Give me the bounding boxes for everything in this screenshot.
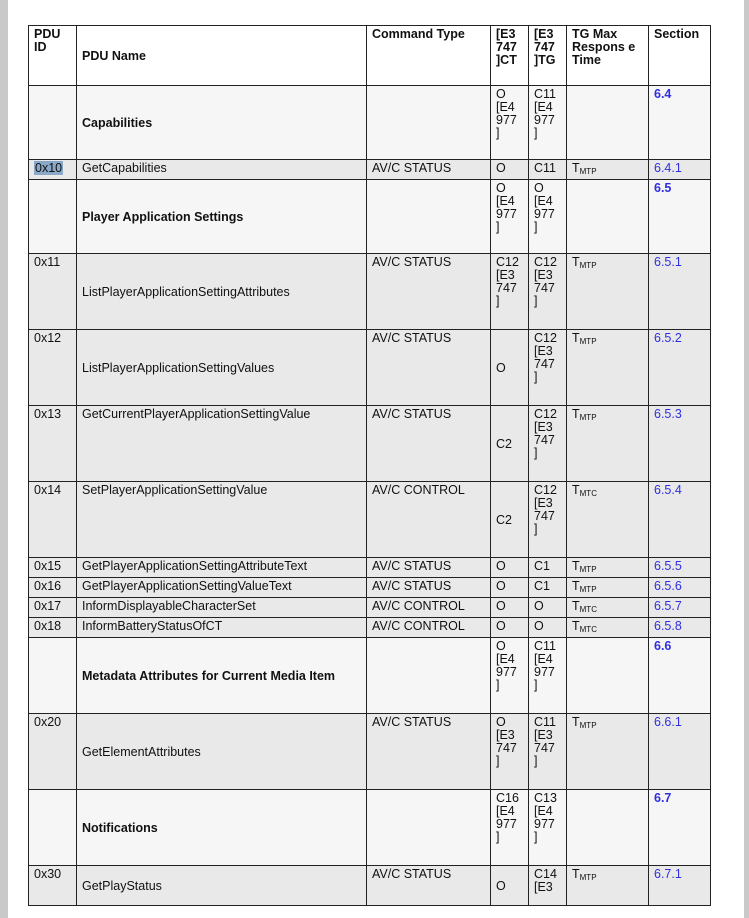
cell-ct: O [491, 598, 529, 618]
section-link[interactable]: 6.5.3 [654, 407, 682, 421]
cell-pdu-name: InformBatteryStatusOfCT [77, 618, 367, 638]
cell-pdu-id: 0x14 [29, 482, 77, 558]
cell-section [649, 482, 711, 558]
cell-pdu-name: Metadata Attributes for Current Media Item [77, 638, 367, 714]
cell-tg-max [567, 598, 649, 618]
pdu-table [28, 25, 711, 906]
cell-tg-max [567, 714, 649, 790]
table-row [29, 714, 711, 790]
cell-pdu-name: SetPlayerApplicationSettingValue [77, 482, 367, 558]
cell-pdu-id: 0x15 [29, 558, 77, 578]
cell-section [649, 406, 711, 482]
section-link[interactable]: 6.6 [654, 639, 672, 653]
tg-max-symbol: T [572, 407, 580, 421]
cell-section [649, 578, 711, 598]
cell-tg: C14 [E3 [529, 866, 567, 906]
header-tg: [E3 747 ]TG [529, 26, 567, 86]
cell-section [649, 618, 711, 638]
cell-tg: C12 [E3 747 ] [529, 406, 567, 482]
cell-ct: O [491, 578, 529, 598]
cell-tg-max [567, 866, 649, 906]
cell-ct: C16 [E4 977 ] [491, 790, 529, 866]
cell-tg-max [567, 558, 649, 578]
cell-ct: C12 [E3 747 ] [491, 254, 529, 330]
cell-tg-max [567, 482, 649, 558]
tg-max-symbol: T [572, 867, 580, 881]
cell-section [649, 160, 711, 180]
tg-max-subscript: MTP [579, 167, 597, 176]
section-link[interactable]: 6.6.1 [654, 715, 682, 729]
table-row [29, 866, 711, 906]
cell-command-type [367, 638, 491, 714]
cell-command-type: AV/C STATUS [367, 578, 491, 598]
tg-max-subscript: MTP [579, 585, 597, 594]
header-section: Section [649, 26, 711, 86]
cell-pdu-id: 0x11 [29, 254, 77, 330]
cell-ct: O [491, 618, 529, 638]
section-link[interactable]: 6.5.4 [654, 483, 682, 497]
table-group-row [29, 638, 711, 714]
cell-pdu-name: GetCapabilities [77, 160, 367, 180]
table-header-row [29, 26, 711, 86]
cell-command-type [367, 86, 491, 160]
cell-section [649, 254, 711, 330]
cell-section [649, 86, 711, 160]
cell-command-type [367, 790, 491, 866]
tg-max-symbol: T [572, 483, 580, 497]
cell-tg-max [567, 160, 649, 180]
table-group-row [29, 86, 711, 160]
table-row [29, 482, 711, 558]
cell-tg: C11 [E4 977 ] [529, 638, 567, 714]
tg-max-symbol: T [572, 559, 580, 573]
cell-tg-max [567, 180, 649, 254]
table-group-row [29, 180, 711, 254]
header-pdu-name: PDU Name [77, 26, 367, 86]
cell-pdu-id: 0x18 [29, 618, 77, 638]
table-row [29, 406, 711, 482]
cell-tg-max [567, 86, 649, 160]
cell-command-type: AV/C CONTROL [367, 482, 491, 558]
header-tg-max: TG Max Respons e Time [567, 26, 649, 86]
cell-section [649, 558, 711, 578]
cell-ct: O [E4 977 ] [491, 638, 529, 714]
cell-pdu-name: GetPlayerApplicationSettingValueText [77, 578, 367, 598]
cell-pdu-name: Player Application Settings [77, 180, 367, 254]
cell-command-type: AV/C STATUS [367, 406, 491, 482]
header-command-type: Command Type [367, 26, 491, 86]
tg-max-subscript: MTC [579, 489, 597, 498]
cell-section [649, 866, 711, 906]
cell-pdu-name: Notifications [77, 790, 367, 866]
cell-tg: C1 [529, 578, 567, 598]
section-link[interactable]: 6.7 [654, 791, 672, 805]
section-link[interactable]: 6.4 [654, 87, 672, 101]
cell-command-type: AV/C STATUS [367, 254, 491, 330]
table-row [29, 254, 711, 330]
cell-section [649, 180, 711, 254]
cell-command-type: AV/C CONTROL [367, 618, 491, 638]
section-link[interactable]: 6.5.5 [654, 559, 682, 573]
tg-max-symbol: T [572, 715, 580, 729]
pdu-id-value[interactable]: 0x10 [35, 161, 63, 175]
cell-tg: C12 [E3 747 ] [529, 330, 567, 406]
tg-max-subscript: MTP [579, 721, 597, 730]
cell-pdu-id [29, 180, 77, 254]
cell-command-type: AV/C STATUS [367, 330, 491, 406]
cell-ct: O [E4 977 ] [491, 180, 529, 254]
cell-tg: C12 [E3 747 ] [529, 254, 567, 330]
cell-pdu-name: GetCurrentPlayerApplicationSettingValue [77, 406, 367, 482]
cell-pdu-name: ListPlayerApplicationSettingValues [77, 330, 367, 406]
tg-max-symbol: T [572, 599, 580, 613]
table-group-row [29, 790, 711, 866]
section-link[interactable]: 6.5.1 [654, 255, 682, 269]
cell-section [649, 330, 711, 406]
table-row [29, 558, 711, 578]
tg-max-subscript: MTC [579, 625, 597, 634]
cell-pdu-id [29, 86, 77, 160]
cell-tg: O [529, 618, 567, 638]
cell-pdu-name: InformDisplayableCharacterSet [77, 598, 367, 618]
table-row [29, 330, 711, 406]
cell-tg: C11 [529, 160, 567, 180]
tg-max-subscript: MTP [579, 337, 597, 346]
cell-command-type: AV/C CONTROL [367, 598, 491, 618]
cell-pdu-id: 0x12 [29, 330, 77, 406]
cell-tg-max [567, 254, 649, 330]
cell-command-type [367, 180, 491, 254]
cell-command-type: AV/C STATUS [367, 160, 491, 180]
section-link[interactable]: 6.7.1 [654, 867, 682, 881]
cell-ct: O [E4 977 ] [491, 86, 529, 160]
cell-section [649, 714, 711, 790]
tg-max-symbol: T [572, 331, 580, 345]
cell-command-type: AV/C STATUS [367, 714, 491, 790]
header-pdu-id: PDU ID [29, 26, 77, 86]
tg-max-symbol: T [572, 161, 580, 175]
tg-max-subscript: MTP [579, 413, 597, 422]
cell-ct: O [491, 160, 529, 180]
cell-tg-max [567, 790, 649, 866]
cell-pdu-name: GetPlayerApplicationSettingAttributeText [77, 558, 367, 578]
cell-pdu-name: Capabilities [77, 86, 367, 160]
cell-ct: O [491, 558, 529, 578]
cell-section [649, 598, 711, 618]
cell-tg-max [567, 618, 649, 638]
table-row [29, 598, 711, 618]
cell-tg: C11 [E3 747 ] [529, 714, 567, 790]
table-row [29, 618, 711, 638]
tg-max-subscript: MTP [579, 873, 597, 882]
cell-pdu-id: 0x20 [29, 714, 77, 790]
tg-max-subscript: MTP [579, 565, 597, 574]
cell-tg: C12 [E3 747 ] [529, 482, 567, 558]
cell-pdu-id: 0x30 [29, 866, 77, 906]
cell-tg: C13 [E4 977 ] [529, 790, 567, 866]
cell-ct: O [491, 866, 529, 906]
cell-pdu-id: 0x16 [29, 578, 77, 598]
cell-ct: C2 [491, 482, 529, 558]
cell-command-type: AV/C STATUS [367, 866, 491, 906]
tg-max-subscript: MTC [579, 605, 597, 614]
cell-tg: C1 [529, 558, 567, 578]
cell-tg: C11 [E4 977 ] [529, 86, 567, 160]
cell-pdu-id [29, 790, 77, 866]
cell-pdu-name: GetPlayStatus [77, 866, 367, 906]
section-link[interactable]: 6.5.6 [654, 579, 682, 593]
cell-pdu-name: ListPlayerApplicationSettingAttributes [77, 254, 367, 330]
cell-tg: O [529, 598, 567, 618]
table-row [29, 578, 711, 598]
cell-tg-max [567, 638, 649, 714]
cell-pdu-id [29, 160, 77, 180]
cell-pdu-id: 0x17 [29, 598, 77, 618]
cell-tg-max [567, 578, 649, 598]
cell-tg-max [567, 406, 649, 482]
cell-ct: O [491, 330, 529, 406]
cell-section [649, 638, 711, 714]
section-link[interactable]: 6.5 [654, 181, 672, 195]
section-link[interactable]: 6.5.7 [654, 599, 682, 613]
cell-ct: C2 [491, 406, 529, 482]
cell-pdu-id: 0x13 [29, 406, 77, 482]
cell-section [649, 790, 711, 866]
section-link[interactable]: 6.5.2 [654, 331, 682, 345]
tg-max-subscript: MTP [579, 261, 597, 270]
tg-max-symbol: T [572, 579, 580, 593]
cell-command-type: AV/C STATUS [367, 558, 491, 578]
cell-pdu-name: GetElementAttributes [77, 714, 367, 790]
section-link[interactable]: 6.5.8 [654, 619, 682, 633]
section-link[interactable]: 6.4.1 [654, 161, 682, 175]
header-ct: [E3 747 ]CT [491, 26, 529, 86]
tg-max-symbol: T [572, 619, 580, 633]
table-row [29, 160, 711, 180]
tg-max-symbol: T [572, 255, 580, 269]
cell-tg: O [E4 977 ] [529, 180, 567, 254]
cell-pdu-id [29, 638, 77, 714]
cell-tg-max [567, 330, 649, 406]
cell-ct: O [E3 747 ] [491, 714, 529, 790]
document-page [8, 0, 744, 918]
